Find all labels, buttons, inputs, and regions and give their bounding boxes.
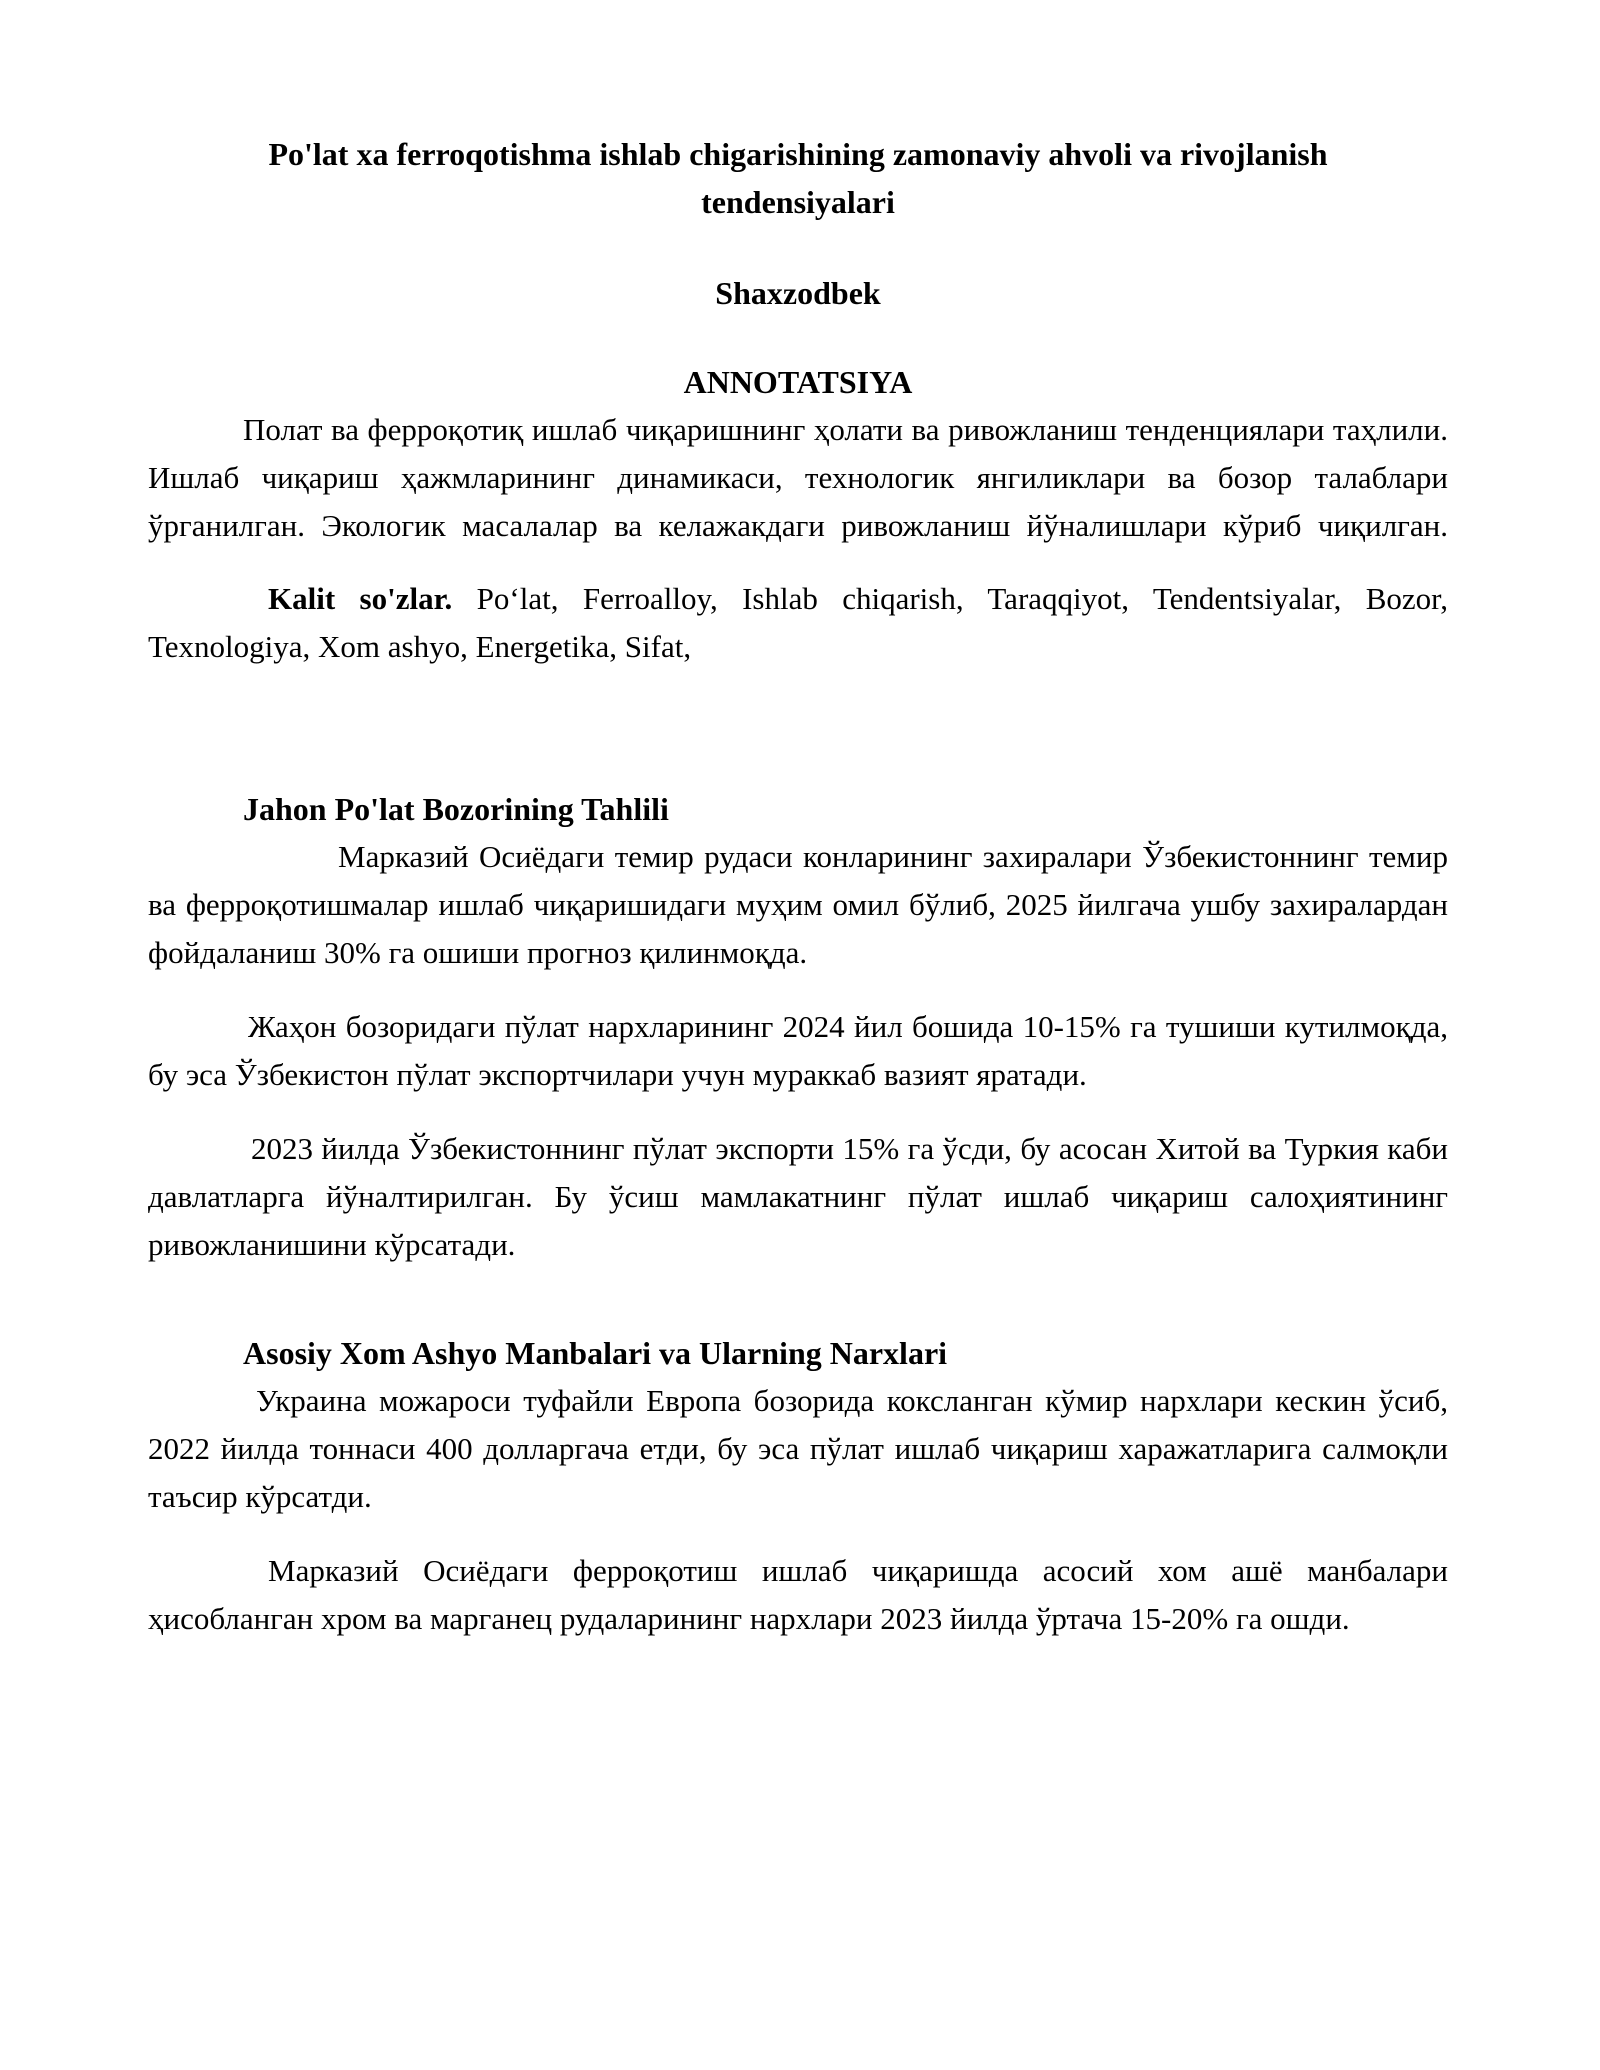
annotation-text: Полат ва ферроқотиқ ишлаб чиқаришнинг ҳолати ва ривожланиш тенденциялари таҳлили. Ишлаб чиқариш ҳажмларининг динамикаси, технологик янгиликлари ва бозор талаблари ўрганилган. Экологик масалалар ва келажакдаги ривожланиш йўналишлари кўриб чиқилган.: [148, 412, 1448, 543]
annotation-heading: ANNOTATSIYA: [683, 364, 913, 400]
document-page: [148, 130, 1448, 1643]
paragraph: Марказий Осиёдаги темир рудаси конларининг захиралари Ўзбекистоннинг темир ва ферроқотишмалар ишлаб чиқаришидаги муҳим омил бўлиб, 2025 йилгача ушбу захиралардан фойдаланиш 30% га ошиши прогноз қилинмоқда.: [148, 839, 1448, 970]
keywords-text: Po‘lat, Ferroalloy, Ishlab chiqarish, Taraqqiyot, Tendentsiyalar, Bozor, Texnologiya, Xom ashyo, Energetika, Sifat,: [148, 581, 1449, 664]
keywords-label: Kalit so'zlar.: [268, 581, 453, 616]
section-heading-market-analysis: Jahon Po'lat Bozorining Tahlili: [243, 791, 669, 827]
paragraph: 2023 йилда Ўзбекистоннинг пўлат экспорти 15% га ўсди, бу асосан Хитой ва Туркия каби давлатларга йўналтирилган. Бу ўсиш мамлакатнинг пўлат ишлаб чиқариш салоҳиятининг ривожланишини кўрсатади.: [148, 1131, 1448, 1262]
section-heading-raw-materials: Asosiy Xom Ashyo Manbalari va Ularning Narxlari: [243, 1335, 948, 1371]
paper-title: Po'lat xa ferroqotishma ishlab chigarishining zamonaviy ahvoli va rivojlanish tendensiyalari: [268, 136, 1328, 220]
paragraph: Украина можароси туфайли Европа бозорида коксланган кўмир нархлари кескин ўсиб, 2022 йилда тоннаси 400 долларгача етди, бу эса пўлат ишлаб чиқариш харажатларига салмоқли таъсир кўрсатди.: [148, 1383, 1448, 1514]
section-body-raw-materials: [148, 1377, 1448, 1643]
annotation-body: [148, 406, 1448, 550]
paragraph: Жаҳон бозоридаги пўлат нархларининг 2024 йил бошида 10-15% га тушиши кутилмоқда, бу эса Ўзбекистон пўлат экспортчилари учун мураккаб вазият яратади.: [148, 1009, 1448, 1092]
paragraph: Марказий Осиёдаги ферроқотиш ишлаб чиқаришда асосий хом ашё манбалари ҳисобланган хром ва марганец рудаларининг нархлари 2023 йилда ўртача 15-20% га ошди.: [148, 1553, 1448, 1636]
author-name: Shaxzodbek: [715, 275, 881, 311]
section-body-market-analysis: [148, 833, 1448, 1269]
keywords-paragraph: [148, 575, 1448, 671]
